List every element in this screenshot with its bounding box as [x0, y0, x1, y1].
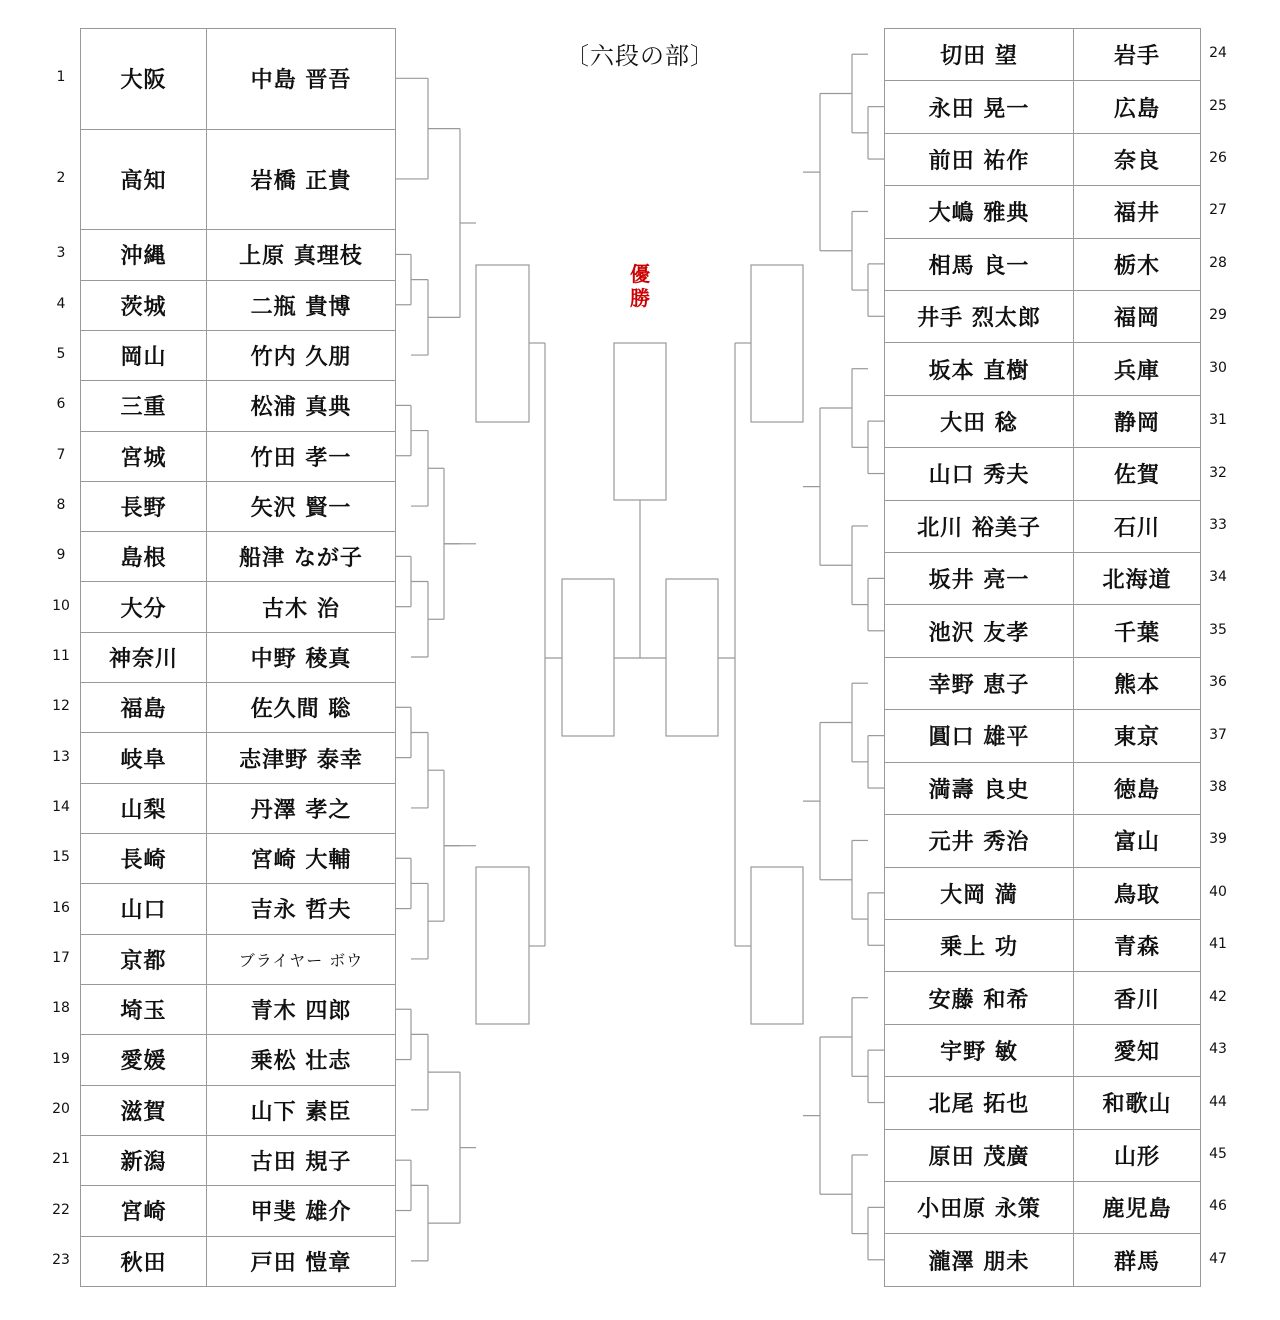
prefecture-cell: 愛知	[1074, 1025, 1201, 1077]
entry-number: 5	[56, 346, 66, 363]
entry-number: 11	[52, 648, 70, 664]
player-name-cell: 丹澤 孝之	[207, 784, 396, 834]
entry-number: 42	[1209, 988, 1227, 1005]
entry-number: 32	[1209, 464, 1227, 481]
entry-number: 34	[1209, 569, 1227, 586]
prefecture-cell: 広島	[1074, 81, 1201, 133]
prefecture-cell: 大阪	[81, 29, 207, 130]
entry-number: 31	[1209, 412, 1227, 429]
player-name-cell: 宮崎 大輔	[207, 834, 396, 884]
player-name-cell: 幸野 恵子	[885, 658, 1074, 710]
prefecture-cell: 熊本	[1074, 658, 1201, 710]
prefecture-cell: 山梨	[81, 784, 207, 834]
player-name-cell: 大田 稔	[885, 396, 1074, 448]
prefecture-cell: 山口	[81, 884, 207, 934]
player-name-cell: 元井 秀治	[885, 815, 1074, 867]
prefecture-cell: 岩手	[1074, 29, 1201, 81]
entry-number: 26	[1209, 150, 1227, 167]
player-name-cell: 竹内 久朋	[207, 331, 396, 381]
prefecture-cell: 山形	[1074, 1130, 1201, 1182]
prefecture-cell: 東京	[1074, 710, 1201, 762]
entry-number: 12	[52, 698, 70, 715]
player-name-cell: 矢沢 賢一	[207, 482, 396, 532]
prefecture-cell: 栃木	[1074, 239, 1201, 291]
player-name-cell: 中島 晋吾	[207, 29, 396, 130]
prefecture-cell: 富山	[1074, 815, 1201, 867]
prefecture-cell: 千葉	[1074, 605, 1201, 657]
prefecture-cell: 三重	[81, 381, 207, 431]
entry-number: 23	[52, 1251, 70, 1268]
player-name-cell: 永田 晃一	[885, 81, 1074, 133]
player-name-cell: 瀧澤 朋未	[885, 1234, 1074, 1286]
entry-number: 45	[1209, 1145, 1227, 1162]
player-name-cell: 大嶋 雅典	[885, 186, 1074, 238]
prefecture-cell: 沖縄	[81, 230, 207, 280]
player-name-cell: 甲斐 雄介	[207, 1186, 396, 1236]
semifinal-box	[476, 867, 529, 1024]
entry-number: 44	[1209, 1093, 1227, 1110]
entry-number: 19	[52, 1050, 70, 1067]
right-entry-table	[884, 28, 1201, 1287]
prefecture-cell: 茨城	[81, 281, 207, 331]
entry-number: 38	[1209, 779, 1227, 796]
entry-number: 47	[1209, 1250, 1227, 1267]
player-name-cell: 乗上 功	[885, 920, 1074, 972]
final-box	[562, 579, 614, 736]
player-name-cell: 大岡 満	[885, 868, 1074, 920]
player-name-cell: 満壽 良史	[885, 763, 1074, 815]
player-name-cell: 井手 烈太郎	[885, 291, 1074, 343]
prefecture-cell: 長野	[81, 482, 207, 532]
entry-number: 30	[1209, 359, 1227, 376]
prefecture-cell: 秋田	[81, 1237, 207, 1287]
player-name-cell: 青木 四郎	[207, 985, 396, 1035]
entry-number: 35	[1209, 621, 1227, 638]
player-name-cell: 山口 秀夫	[885, 448, 1074, 500]
semifinal-box	[751, 265, 803, 422]
champion-box	[614, 343, 666, 500]
entry-number: 37	[1209, 726, 1227, 743]
division-title: 〔六段の部〕	[565, 42, 715, 70]
player-name-cell: 池沢 友孝	[885, 605, 1074, 657]
prefecture-cell: 鳥取	[1074, 868, 1201, 920]
player-name-cell: 山下 素臣	[207, 1086, 396, 1136]
entry-number: 4	[56, 295, 66, 312]
prefecture-cell: 新潟	[81, 1136, 207, 1186]
final-box	[666, 579, 718, 736]
prefecture-cell: 京都	[81, 935, 207, 985]
entry-number: 27	[1209, 202, 1227, 219]
prefecture-cell: 大分	[81, 582, 207, 632]
player-name-cell: 竹田 孝一	[207, 432, 396, 482]
prefecture-cell: 宮崎	[81, 1186, 207, 1236]
player-name-cell: 乗松 壮志	[207, 1035, 396, 1085]
prefecture-cell: 福島	[81, 683, 207, 733]
entry-number: 17	[52, 949, 70, 966]
prefecture-cell: 佐賀	[1074, 448, 1201, 500]
prefecture-cell: 埼玉	[81, 985, 207, 1035]
entry-number: 13	[52, 748, 70, 765]
champion-label: 優勝	[630, 262, 650, 310]
prefecture-cell: 宮城	[81, 432, 207, 482]
entry-number: 1	[56, 69, 66, 86]
entry-number: 16	[52, 899, 70, 916]
prefecture-cell: 愛媛	[81, 1035, 207, 1085]
prefecture-cell: 群馬	[1074, 1234, 1201, 1286]
entry-number: 14	[52, 798, 70, 815]
left-entry-table	[80, 28, 396, 1287]
entry-number: 36	[1209, 674, 1227, 691]
entry-number: 39	[1209, 831, 1227, 848]
player-name-cell: 中野 稜真	[207, 633, 396, 683]
entry-number: 25	[1209, 97, 1227, 114]
player-name-cell: 小田原 永策	[885, 1182, 1074, 1234]
entry-number: 24	[1209, 45, 1227, 62]
entry-number: 10	[52, 597, 70, 614]
entry-number: 9	[56, 547, 66, 564]
player-name-cell: 佐久間 聡	[207, 683, 396, 733]
player-name-cell: 船津 なが子	[207, 532, 396, 582]
prefecture-cell: 岡山	[81, 331, 207, 381]
player-name-cell: 上原 真理枝	[207, 230, 396, 280]
entry-number: 21	[52, 1151, 70, 1168]
prefecture-cell: 島根	[81, 532, 207, 582]
player-name-cell: 圓口 雄平	[885, 710, 1074, 762]
prefecture-cell: 岐阜	[81, 733, 207, 783]
semifinal-box	[751, 867, 803, 1024]
prefecture-cell: 福井	[1074, 186, 1201, 238]
prefecture-cell: 奈良	[1074, 134, 1201, 186]
prefecture-cell: 鹿児島	[1074, 1182, 1201, 1234]
player-name-cell: 坂本 直樹	[885, 343, 1074, 395]
prefecture-cell: 和歌山	[1074, 1077, 1201, 1129]
player-name-cell: 安藤 和希	[885, 972, 1074, 1024]
entry-number: 41	[1209, 936, 1227, 953]
player-name-cell: 相馬 良一	[885, 239, 1074, 291]
entry-number: 43	[1209, 1041, 1227, 1058]
prefecture-cell: 兵庫	[1074, 343, 1201, 395]
prefecture-cell: 高知	[81, 130, 207, 231]
entry-number: 8	[56, 497, 66, 514]
prefecture-cell: 青森	[1074, 920, 1201, 972]
entry-number: 20	[52, 1100, 70, 1117]
player-name-cell: 北尾 拓也	[885, 1077, 1074, 1129]
entry-number: 15	[52, 849, 70, 866]
entry-number: 3	[56, 245, 66, 262]
player-name-cell: 原田 茂廣	[885, 1130, 1074, 1182]
player-name-cell: 坂井 亮一	[885, 553, 1074, 605]
prefecture-cell: 石川	[1074, 501, 1201, 553]
player-name-cell: 古田 規子	[207, 1136, 396, 1186]
entry-number: 6	[56, 396, 66, 413]
entry-number: 46	[1209, 1198, 1227, 1215]
entry-number: 7	[56, 446, 66, 463]
prefecture-cell: 福岡	[1074, 291, 1201, 343]
prefecture-cell: 長崎	[81, 834, 207, 884]
player-name-cell: 岩橋 正貴	[207, 130, 396, 231]
prefecture-cell: 静岡	[1074, 396, 1201, 448]
entry-number: 40	[1209, 883, 1227, 900]
player-name-cell: 前田 祐作	[885, 134, 1074, 186]
player-name-cell: 吉永 哲夫	[207, 884, 396, 934]
prefecture-cell: 徳島	[1074, 763, 1201, 815]
prefecture-cell: 北海道	[1074, 553, 1201, 605]
entry-number: 2	[56, 169, 66, 186]
entry-number: 18	[52, 1000, 70, 1017]
entry-number: 29	[1209, 307, 1227, 324]
player-name-cell: 北川 裕美子	[885, 501, 1074, 553]
entry-number: 33	[1209, 516, 1227, 533]
prefecture-cell: 滋賀	[81, 1086, 207, 1136]
prefecture-cell: 神奈川	[81, 633, 207, 683]
player-name-cell: 戸田 愷章	[207, 1237, 396, 1287]
player-name-cell: 松浦 真典	[207, 381, 396, 431]
player-name-cell: 宇野 敏	[885, 1025, 1074, 1077]
prefecture-cell: 香川	[1074, 972, 1201, 1024]
player-name-cell: ブライヤー ボウ	[207, 935, 396, 985]
semifinal-box	[476, 265, 529, 422]
entry-number: 28	[1209, 254, 1227, 271]
player-name-cell: 切田 望	[885, 29, 1074, 81]
player-name-cell: 二瓶 貴博	[207, 281, 396, 331]
player-name-cell: 志津野 泰幸	[207, 733, 396, 783]
entry-number: 22	[52, 1201, 70, 1218]
player-name-cell: 古木 治	[207, 582, 396, 632]
